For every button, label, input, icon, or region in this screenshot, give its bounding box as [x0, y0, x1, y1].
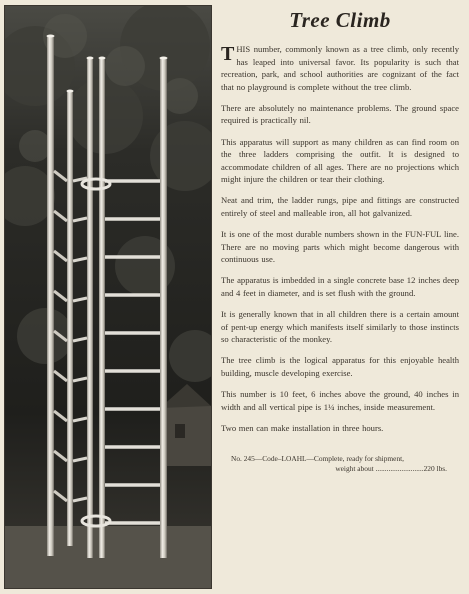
paragraph-energy: It is generally known that in all children there is a certain amount of pent-up energy which manifests itself similarly to those instincts so characteristic of the monkey.	[221, 309, 459, 345]
paragraph-dimensions: This number is 10 feet, 6 inches above the ground, 40 inches in width and all vertical pipe is 1¼ inches, inside measurement.	[221, 389, 459, 412]
description-column	[221, 8, 459, 588]
paragraph-intro	[221, 43, 459, 93]
paragraph-durability: It is one of the most durable numbers shown in the FUN-FUL line. There are no moving parts which might become dangerous with continuous use.	[221, 229, 459, 265]
page-title: Tree Climb	[289, 8, 391, 32]
paragraph-maintenance: There are absolutely no maintenance problems. The ground space required is practically nil.	[221, 102, 459, 126]
paragraph-capacity: This apparatus will support as many children as can find room on the three ladders comprising the outfit. It is designed to accommodate children of all ages. There are no projections which might injure the children or tear their clothing.	[221, 136, 459, 185]
order-line-1: No. 245—Code–LOAHL—Complete, ready for shipment,	[231, 454, 405, 464]
order-line-2: weight about ..........................220 lbs.	[335, 464, 447, 474]
tree-climb-illustration	[5, 6, 211, 588]
order-info	[221, 454, 459, 474]
tree-climb-photo	[5, 6, 211, 588]
paragraph-text: HIS number, commonly known as a tree climb, only recently has leaped into universal favor. Its popularity is such that recreation, park, and school authorities are cognizant of the fact that no playground is complete without the tree climb.	[221, 44, 459, 92]
drop-cap: T	[221, 43, 235, 65]
paragraph-base: The apparatus is imbedded in a single concrete base 12 inches deep and 4 feet in diameter, and is set flush with the ground.	[221, 275, 459, 298]
paragraph-exercise: The tree climb is the logical apparatus for this enjoyable health building, muscle developing exercise.	[221, 355, 459, 378]
paragraph-materials: Neat and trim, the ladder rungs, pipe and fittings are constructed entirely of steel and malleable iron, all hot galvanized.	[221, 195, 459, 219]
paragraph-installation: Two men can make installation in three hours.	[221, 422, 384, 433]
